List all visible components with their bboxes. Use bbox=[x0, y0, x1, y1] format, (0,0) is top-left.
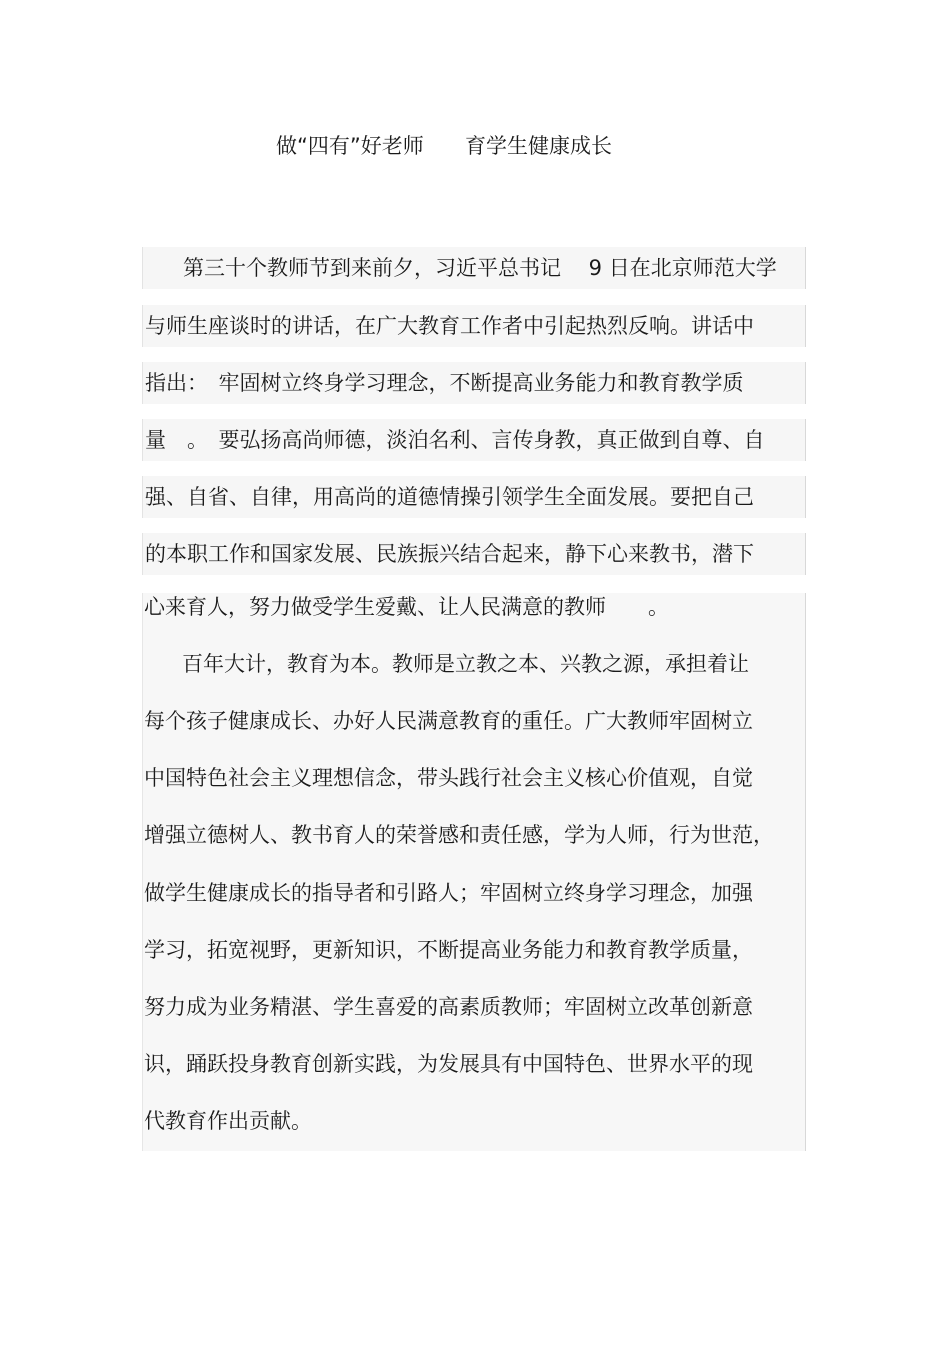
line-text: 中国特色社会主义理想信念，带头践行社会主义核心价值观，自觉 bbox=[144, 766, 753, 790]
paragraph-line bbox=[142, 419, 806, 461]
line-text: 识，踊跃投身教育创新实践，为发展具有中国特色、世界水平的现 bbox=[144, 1052, 753, 1076]
line-text: 第三十个教师节到来前夕，习近平总书记 9 日在北京师范大学 bbox=[183, 256, 777, 280]
line-text: 增强立德树人、教书育人的荣誉感和责任感，学为人师，行为世范， bbox=[144, 823, 774, 847]
line-text: 指出： 牢固树立终身学习理念，不断提高业务能力和教育教学质 bbox=[145, 371, 744, 395]
title-part-1: 做“四有”好老师 bbox=[276, 134, 424, 158]
paragraph-line bbox=[142, 986, 806, 1028]
line-text: 强、自省、自律，用高尚的道德情操引领学生全面发展。要把自己 bbox=[145, 485, 754, 509]
paragraph-line bbox=[142, 814, 806, 856]
paragraph-line bbox=[142, 1043, 806, 1085]
paragraph-line bbox=[142, 643, 806, 685]
line-text: 努力成为业务精湛、学生喜爱的高素质教师；牢固树立改革创新意 bbox=[144, 995, 753, 1019]
paragraph-line bbox=[142, 757, 806, 799]
paragraph-line bbox=[142, 929, 806, 971]
title-part-2: 育学生健康成长 bbox=[465, 134, 612, 158]
line-text: 心来育人，努力做受学生爱戴、让人民满意的教师 。 bbox=[144, 595, 669, 619]
line-text: 代教育作出贡献。 bbox=[144, 1109, 312, 1133]
paragraph-line bbox=[142, 700, 806, 742]
paragraph-line bbox=[142, 247, 806, 289]
line-text: 做学生健康成长的指导者和引路人；牢固树立终身学习理念，加强 bbox=[144, 881, 753, 905]
line-text: 与师生座谈时的讲话，在广大教育工作者中引起热烈反响。讲话中 bbox=[145, 314, 754, 338]
paragraph-line bbox=[142, 1100, 806, 1142]
paragraph-line bbox=[142, 586, 806, 628]
paragraph-line bbox=[142, 872, 806, 914]
paragraph-line bbox=[142, 533, 806, 575]
line-text: 每个孩子健康成长、办好人民满意教育的重任。广大教师牢固树立 bbox=[144, 709, 753, 733]
paragraph-line bbox=[142, 305, 806, 347]
paragraph-line bbox=[142, 362, 806, 404]
document-title bbox=[0, 130, 950, 162]
line-text: 的本职工作和国家发展、民族振兴结合起来，静下心来教书，潜下 bbox=[145, 542, 754, 566]
paragraph-line bbox=[142, 476, 806, 518]
line-text: 量 。 要弘扬高尚师德，淡泊名利、言传身教，真正做到自尊、自 bbox=[145, 428, 765, 452]
line-text: 百年大计，教育为本。教师是立教之本、兴教之源，承担着让 bbox=[182, 652, 749, 676]
line-text: 学习，拓宽视野，更新知识，不断提高业务能力和教育教学质量， bbox=[144, 938, 753, 962]
